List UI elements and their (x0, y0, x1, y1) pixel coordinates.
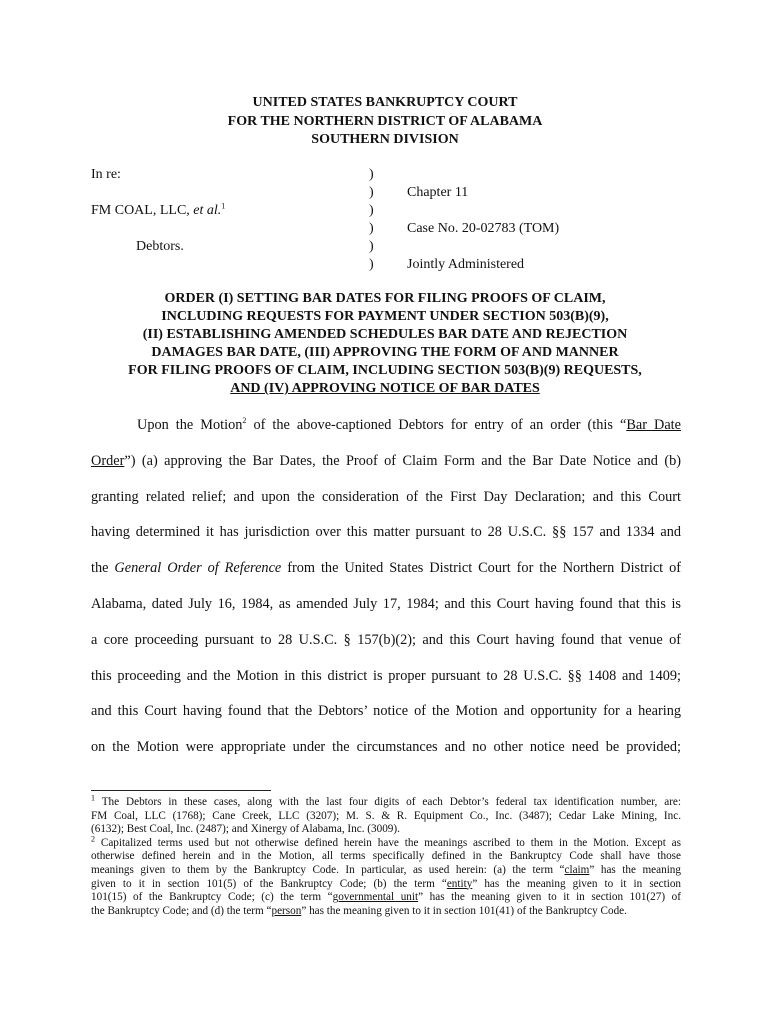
case-number: Case No. 20-02783 (TOM) (407, 221, 560, 236)
debtor-name-line: FM COAL, LLC, et al.$^1$ (91, 201, 226, 218)
debtors-label: Debtors. (136, 239, 184, 254)
footnote-2: $^2$ Capitalized terms used but not otherwise defined herein have the meanings ascribed to them in the Motion. Except as (91, 834, 681, 849)
body-paragraph: Upon the Motion$^2$ of the above-captioned Debtors for entry of an order (this “Bar Date Order”) (a) approving the Bar Dates, the Proof of Claim Form and the Bar Date Notice and (b) granting related relief; and upon the consideration of the First Day Declaration; and this Court having determined it has jurisdiction over this matter pursuant to 28 U.S.C. §§ 157 and 1334 and the General Order of Reference from the United States District Court for the Northern District of Alabama, dated July 16, 1984, as amended July 17, 1984; and this Court having found that this is a core proceeding pursuant to 28 U.S.C. § 157(b)(2); and this Court having found that venue of this proceeding and the Motion in this district is proper pursuant to 28 U.S.C. §§ 1408 and 1409; and this Court having found that the Debtors’ notice of the Motion and opportunity for a hearing on the Motion were appropriate under the circumstances and no other notice need be provided; (91, 416, 681, 756)
order-title: ORDER (I) SETTING BAR DATES FOR FILING PROOFS OF CLAIM, INCLUDING REQUESTS FOR PAYMENT UNDER SECTION 503(B)(9), (II) ESTABLISHING AMENDED SCHEDULES BAR DATE AND REJECTION DAMAGES BAR DATE, (III) APPROVING THE FORM OF AND MANNER FOR FILING PROOFS OF CLAIM, INCLUDING SECTION 503(B)(9) REQUESTS, AND (IV) APPROVING NOTICE OF BAR DATES (128, 291, 642, 396)
in-re-label: In re: (91, 167, 121, 182)
chapter-label: Chapter 11 (407, 185, 469, 200)
footnotes: $^1$ The Debtors in these cases, along with the last four digits of each Debtor’s federal tax identification number, are: FM Coal, LLC (1768); Cane Creek, LLC (3207); M. S. & R. Equipment Co., Inc. (3487); Cedar Lake Mining, Inc. (6132); Best Coal, Inc. (2487); and Xinergy of Alabama, Inc. (3009). $^2$ Capitalized terms used but not otherwise defined herein have the meanings ascribed to them in the Motion. Except as otherwise defined herein and in the Motion, all terms specifically defined in the Bankruptcy Code shall have those meanings given to them by the Bankruptcy Code. In particular, as used herein: (a) the term “claim” has the meaning given to it in section 101(5) of the Bankruptcy Code; (b) the term “entity” has the meaning given to it in section 101(15) of the Bankruptcy Code; (c) the term “governmental unit” has the meaning given to it in section 101(27) of the Bankruptcy Code; and (d) the term “person” has the meaning given to it in section 101(41) of the Bankruptcy Code. (91, 793, 682, 917)
court-heading (0, 94, 770, 150)
footnote-divider (91, 790, 271, 791)
et-al: et al. (193, 203, 222, 218)
court-division: SOUTHERN DIVISION (311, 132, 459, 147)
court-name: UNITED STATES BANKRUPTCY COURT (252, 95, 518, 110)
caption-parentheses: ) ) ) ) ) ) (369, 167, 374, 272)
jointly-administered: Jointly Administered (407, 257, 525, 272)
footnote-ref-2: 2 (242, 416, 247, 426)
case-caption-details (407, 166, 559, 274)
case-caption-parties (91, 166, 225, 256)
footnote-1: $^1$ The Debtors in these cases, along with the last four digits of each Debtor’s federal tax identification number, are: (91, 793, 681, 808)
footnote-ref-1: 1 (221, 201, 226, 211)
court-district: FOR THE NORTHERN DISTRICT OF ALABAMA (227, 113, 543, 129)
